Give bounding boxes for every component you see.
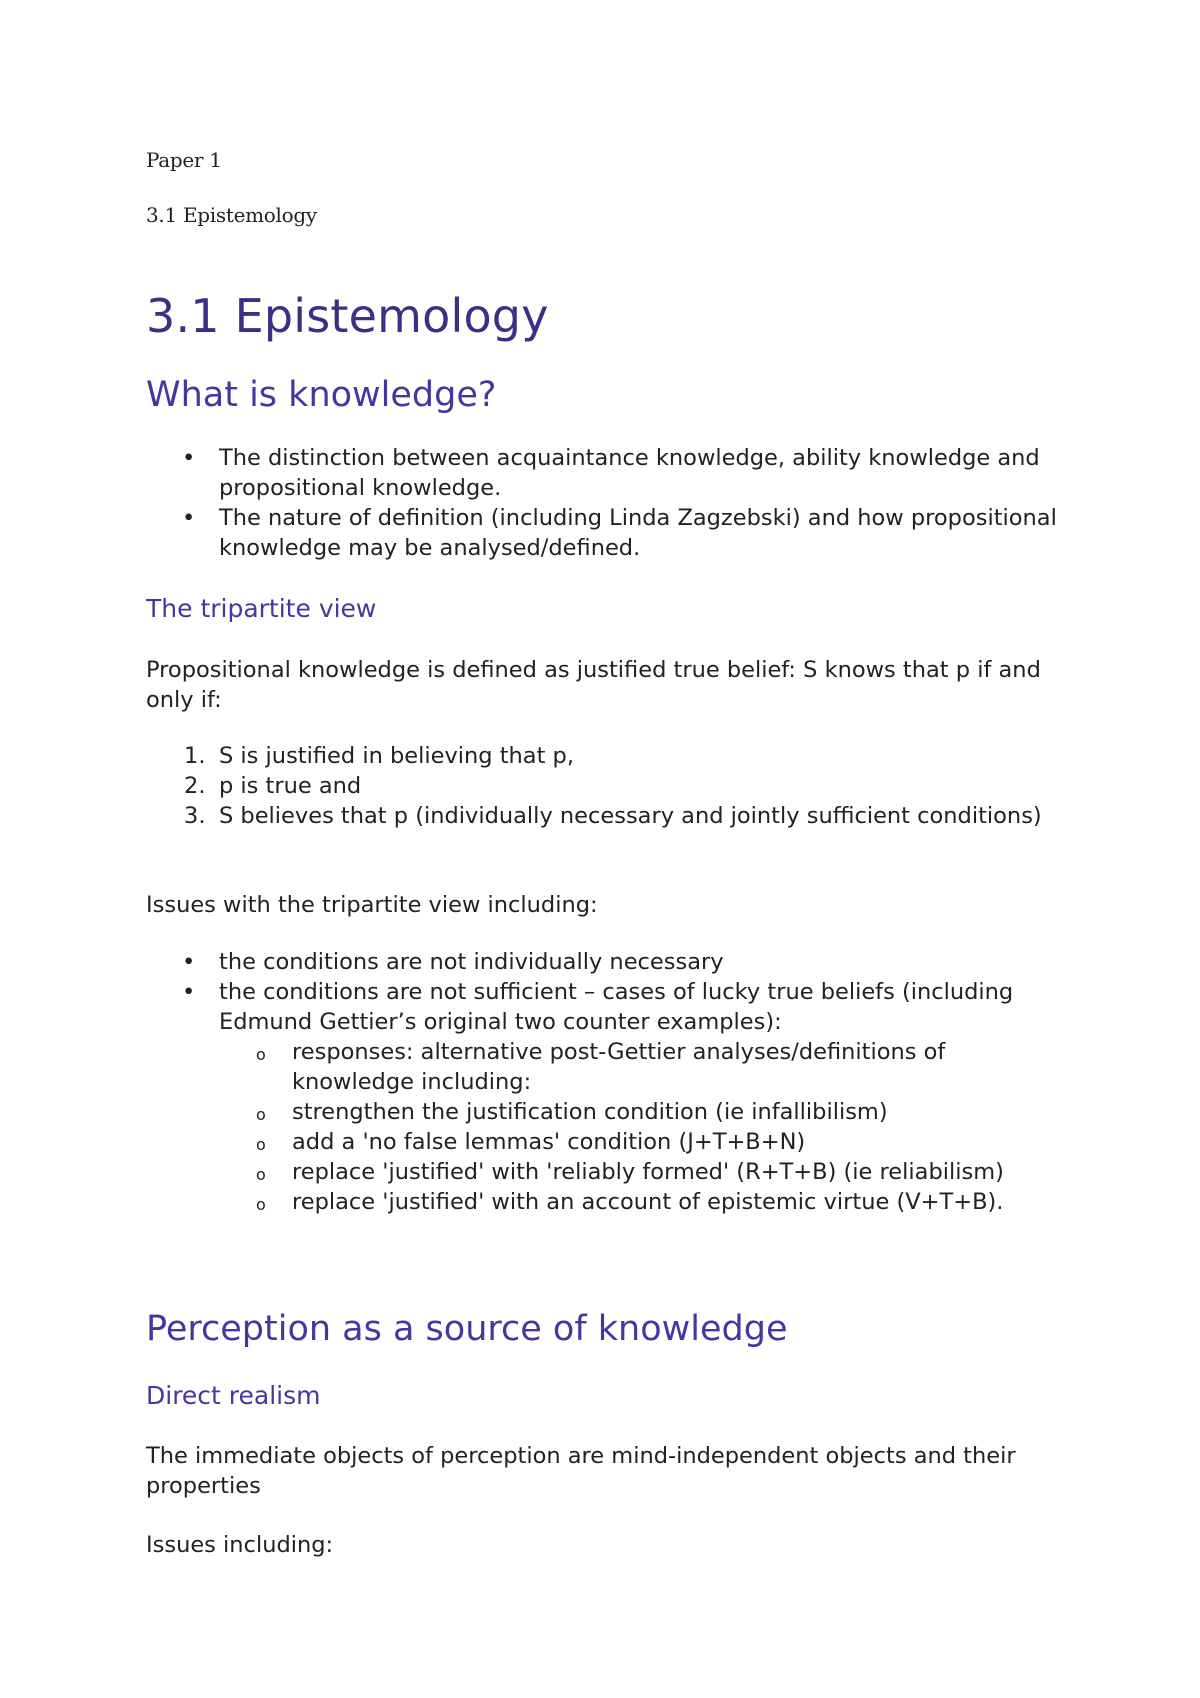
sub-bullet-marker: o bbox=[256, 1165, 266, 1184]
list-item-text: replace 'justified' with 'reliably formed' (R+T+B) (ie reliabilism) bbox=[292, 1159, 1004, 1185]
sub-bullet-marker: o bbox=[256, 1105, 266, 1124]
list-item bbox=[146, 801, 1066, 831]
issues-list bbox=[146, 947, 1066, 1217]
list-item-text: p is true and bbox=[219, 773, 362, 799]
direct-realism-text: The immediate objects of perception are mind-independent objects and their properties bbox=[146, 1443, 1016, 1499]
list-item bbox=[219, 1127, 1066, 1157]
bullet-marker: • bbox=[182, 949, 196, 975]
conditions-list bbox=[146, 741, 1066, 831]
direct-realism-issues-intro: Issues including: bbox=[146, 1532, 334, 1558]
list-item-text: the conditions are not sufficient – cases of lucky true beliefs (including Edmund Gettier’s original two counter examples): bbox=[219, 979, 1014, 1035]
list-item bbox=[146, 443, 1066, 503]
list-item bbox=[146, 947, 1066, 977]
list-item bbox=[219, 1037, 1066, 1097]
section-label: 3.1 Epistemology bbox=[146, 203, 317, 227]
sub-bullet-marker: o bbox=[256, 1195, 266, 1214]
list-item bbox=[146, 741, 1066, 771]
number-marker: 3. bbox=[184, 803, 206, 829]
list-item-text: the conditions are not individually necessary bbox=[219, 949, 724, 975]
sub-bullet-marker: o bbox=[256, 1045, 266, 1064]
sub-bullet-marker: o bbox=[256, 1135, 266, 1154]
page-title: 3.1 Epistemology bbox=[146, 289, 549, 343]
list-item-text: strengthen the justification condition (ie infallibilism) bbox=[292, 1099, 888, 1125]
list-item bbox=[219, 1157, 1066, 1187]
bullet-marker: • bbox=[182, 445, 196, 471]
number-marker: 2. bbox=[184, 773, 206, 799]
bullet-marker: • bbox=[182, 505, 196, 531]
heading-direct-realism: Direct realism bbox=[146, 1381, 321, 1410]
list-item-text: add a 'no false lemmas' condition (J+T+B+N) bbox=[292, 1129, 806, 1155]
list-item-text: The nature of definition (including Linda Zagzebski) and how propositional knowledge may be analysed/defined. bbox=[219, 505, 1057, 561]
list-item-text: S is justified in believing that p, bbox=[219, 743, 574, 769]
responses-sublist bbox=[219, 1037, 1066, 1217]
list-item bbox=[219, 1097, 1066, 1127]
heading-tripartite-view: The tripartite view bbox=[146, 594, 377, 623]
tripartite-issues-intro: Issues with the tripartite view including: bbox=[146, 892, 598, 918]
list-item-text: The distinction between acquaintance knowledge, ability knowledge and propositional knowledge. bbox=[219, 445, 1040, 501]
list-item-text: responses: alternative post-Gettier analyses/definitions of knowledge including: bbox=[292, 1039, 946, 1095]
heading-what-is-knowledge: What is knowledge? bbox=[146, 375, 497, 415]
list-item bbox=[146, 771, 1066, 801]
number-marker: 1. bbox=[184, 743, 206, 769]
tripartite-intro: Propositional knowledge is defined as justified true belief: S knows that p if and only if: bbox=[146, 657, 1041, 713]
bullet-marker: • bbox=[182, 979, 196, 1005]
list-item bbox=[146, 503, 1066, 563]
list-item bbox=[219, 1187, 1066, 1217]
list-item bbox=[146, 977, 1066, 1217]
list-item-text: replace 'justified' with an account of epistemic virtue (V+T+B). bbox=[292, 1189, 1004, 1215]
heading-perception: Perception as a source of knowledge bbox=[146, 1309, 788, 1349]
list-item-text: S believes that p (individually necessary and jointly sufficient conditions) bbox=[219, 803, 1042, 829]
paper-label: Paper 1 bbox=[146, 148, 222, 172]
knowledge-bullet-list bbox=[146, 443, 1066, 563]
